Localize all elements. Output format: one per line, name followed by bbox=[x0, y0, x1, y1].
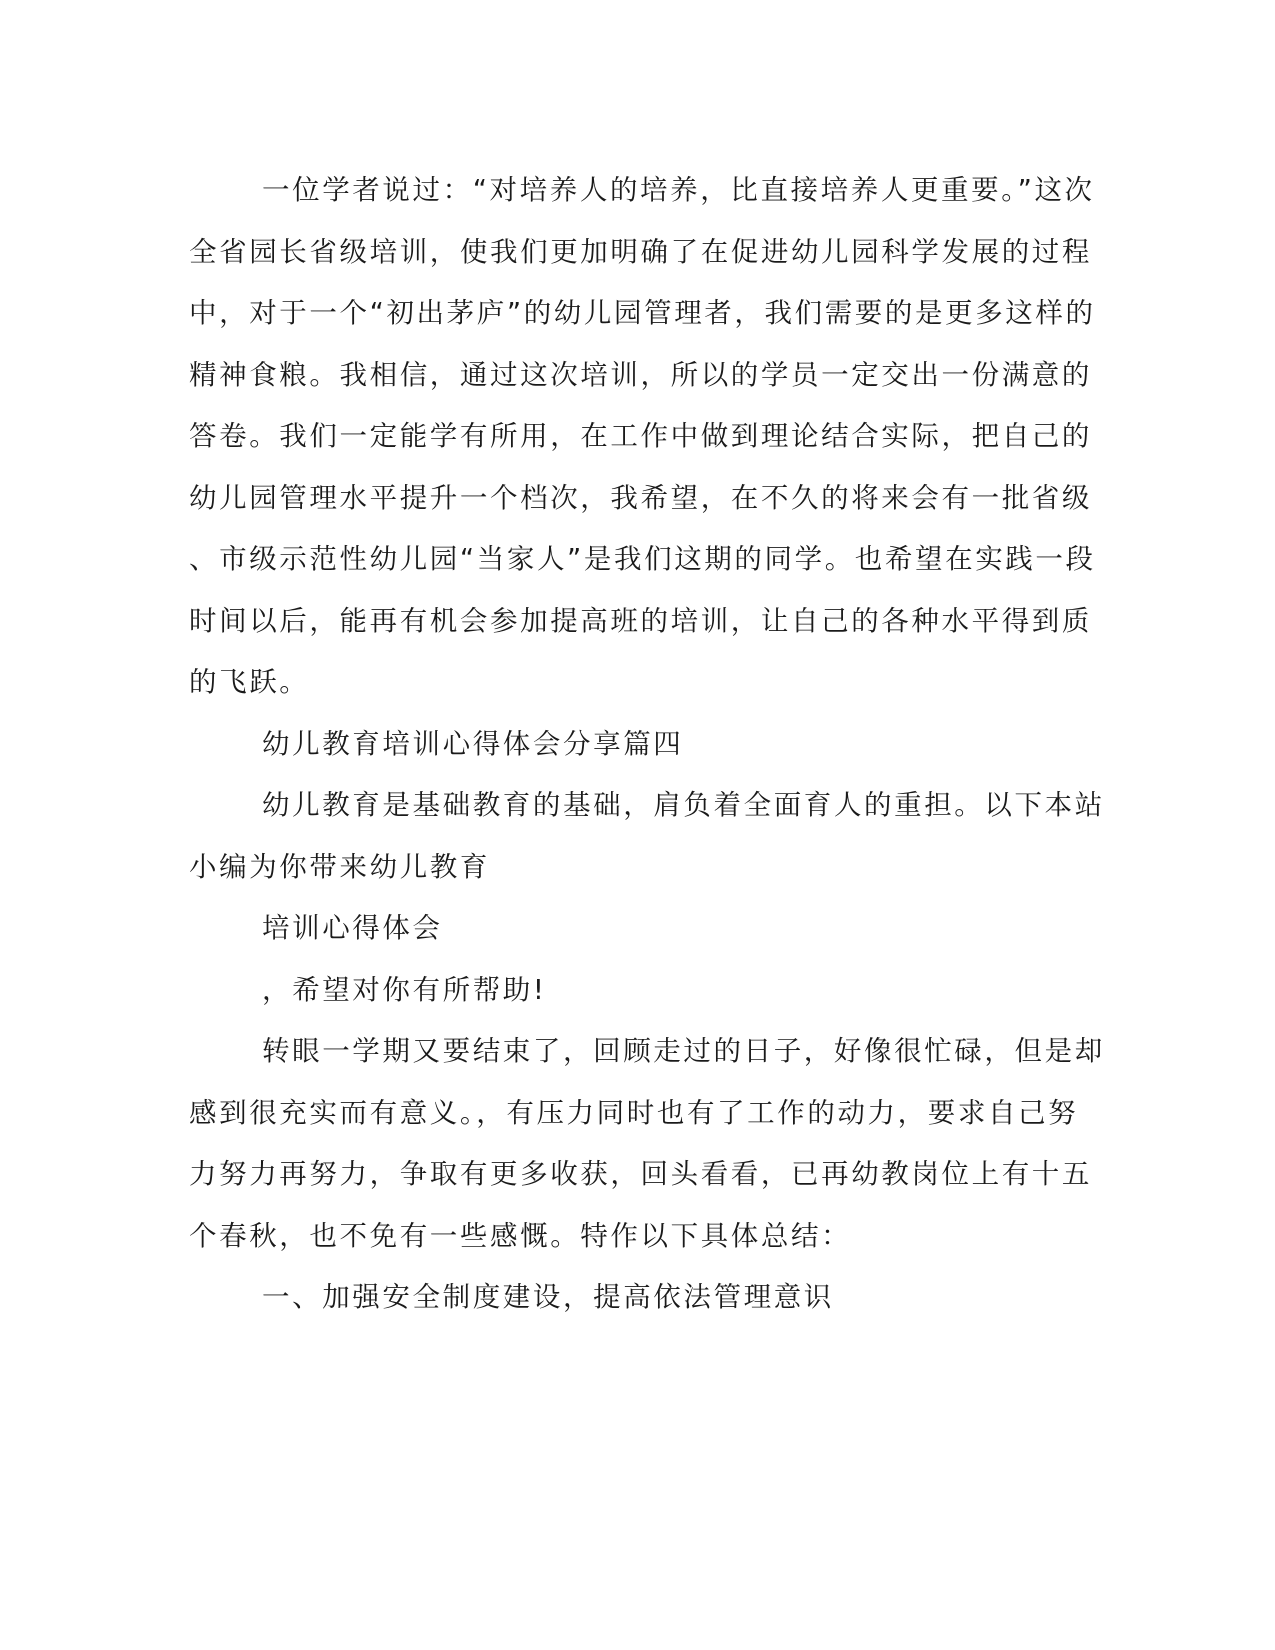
text-line: 个春秋，也不免有一些感慨。特作以下具体总结： bbox=[189, 1219, 852, 1252]
indented-line-2 bbox=[189, 960, 1079, 1022]
text-line: 全省园长省级培训，使我们更加明确了在促进幼儿园科学发展的过程 bbox=[189, 235, 1092, 268]
heading-line: 幼儿教育培训心得体会分享篇四 bbox=[262, 727, 684, 760]
text-line: 一位学者说过：“对培养人的培养，比直接培养人更重要。”这次 bbox=[262, 174, 1095, 206]
text-line: 的飞跃。 bbox=[189, 666, 310, 698]
text-line: 中，对于一个“初出茅庐”的幼儿园管理者，我们需要的是更多这样的 bbox=[189, 297, 1096, 329]
text-line: 小编为你带来幼儿教育 bbox=[189, 850, 490, 883]
text-line: 转眼一学期又要结束了，回顾走过的日子，好像很忙碌，但是却 bbox=[262, 1035, 1105, 1067]
section-heading bbox=[189, 714, 1079, 776]
paragraph-1 bbox=[189, 160, 1096, 714]
text-line: 力努力再努力，争取有更多收获，回头看看，已再幼教岗位上有十五 bbox=[189, 1158, 1092, 1190]
text-line: 感到很充实而有意义。，有压力同时也有了工作的动力，要求自己努 bbox=[189, 1096, 1079, 1129]
heading-line: 一、加强安全制度建设，提高依法管理意识 bbox=[262, 1281, 834, 1313]
text-line: 培训心得体会 bbox=[262, 912, 443, 944]
paragraph-3 bbox=[189, 1021, 1105, 1267]
paragraph-2 bbox=[189, 775, 1105, 898]
text-line: 答卷。我们一定能学有所用，在工作中做到理论结合实际，把自己的 bbox=[189, 420, 1092, 452]
subsection-heading bbox=[189, 1267, 1079, 1329]
text-line: 、市级示范性幼儿园“当家人”是我们这期的同学。也希望在实践一段 bbox=[189, 543, 1096, 575]
document-body bbox=[189, 160, 1105, 1329]
text-line: 精神食粮。我相信，通过这次培训，所以的学员一定交出一份满意的 bbox=[189, 358, 1092, 391]
text-line: 幼儿园管理水平提升一个档次，我希望，在不久的将来会有一批省级 bbox=[189, 481, 1092, 514]
indented-line-1 bbox=[189, 898, 1079, 960]
text-line: 幼儿教育是基础教育的基础，肩负着全面育人的重担。以下本站 bbox=[262, 789, 1105, 821]
text-line: 时间以后，能再有机会参加提高班的培训，让自己的各种水平得到质 bbox=[189, 604, 1092, 637]
text-line: ，希望对你有所帮助! bbox=[262, 973, 547, 1006]
